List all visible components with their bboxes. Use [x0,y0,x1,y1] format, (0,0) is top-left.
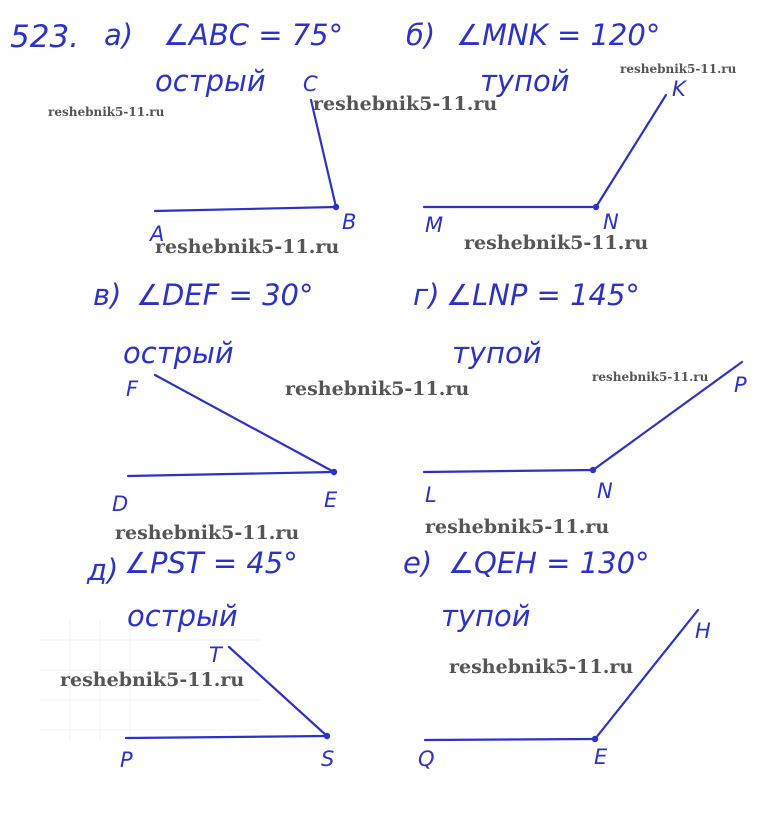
watermark: reshebnik5-11.ru [425,516,610,538]
watermark: reshebnik5-11.ru [313,93,498,115]
point-P-label-g: P [734,373,747,397]
problem-d-letter: д) [87,553,119,587]
problem-d-statement: ∠PST = 45° [124,546,298,580]
ray-EQ [425,739,595,740]
problem-g-statement: ∠LNP = 145° [446,278,640,312]
ray-BC [311,100,336,207]
point-E-label-v: E [324,488,338,512]
watermark: reshebnik5-11.ru [115,522,300,544]
problem-g-letter: г) [413,278,440,312]
vertex-B [333,204,339,210]
problem-a-letter: а) [104,18,134,52]
problem-g-classification: тупой [452,336,542,370]
point-Q-label: Q [418,747,435,771]
point-B-label: B [342,210,357,234]
problem-b-classification: тупой [480,64,570,98]
ray-SP [126,736,327,738]
point-C-label: C [303,72,318,96]
watermark: reshebnik5-11.ru [285,378,470,400]
point-N-label-g: N [597,479,613,503]
problem-b-statement: ∠MNK = 120° [456,18,661,52]
watermark: reshebnik5-11.ru [592,370,709,384]
point-A-label: A [150,222,165,246]
watermark: reshebnik5-11.ru [449,656,634,678]
watermark: reshebnik5-11.ru [620,62,737,76]
point-M-label: M [425,213,444,237]
problem-a-statement: ∠ABC = 75° [163,18,344,52]
point-N-label-b: N [603,210,619,234]
ray-BA [155,207,336,211]
vertex-N-b [593,204,599,210]
point-L-label: L [425,483,437,507]
watermark: reshebnik5-11.ru [60,669,245,691]
problem-v-statement: ∠DEF = 30° [136,278,314,312]
watermarks [48,62,737,691]
problem-a [104,18,356,246]
point-D-label: D [112,492,129,516]
problem-v-classification: острый [123,336,234,370]
problem-e-letter: е) [403,546,433,580]
ray-ED [128,472,334,476]
problem-a-classification: острый [155,64,266,98]
problem-d [86,546,334,772]
exercise-number: 523. [10,19,80,55]
problem-v-letter: в) [93,278,122,312]
problem-e-statement: ∠QEH = 130° [448,546,650,580]
ray-NL [424,470,593,472]
watermark: reshebnik5-11.ru [48,105,165,119]
problem-b-letter: б) [406,18,436,52]
ray-NK [596,95,666,207]
vertex-S [324,733,330,739]
point-H-label: H [695,619,711,643]
problem-d-classification: острый [127,599,238,633]
problem-b [406,18,688,237]
point-F-label: F [126,377,139,401]
watermark: reshebnik5-11.ru [155,236,340,258]
watermark: reshebnik5-11.ru [464,232,649,254]
point-P-label-d: P [120,748,133,772]
point-T-label: T [209,643,222,667]
problem-e-classification: тупой [441,599,531,633]
point-K-label: K [672,77,686,101]
ray-ST [229,647,327,736]
point-E-label-e: E [594,745,608,769]
vertex-E-v [331,469,337,475]
vertex-E-e [592,736,598,742]
vertex-N-g [590,467,596,473]
point-S-label: S [321,747,335,771]
